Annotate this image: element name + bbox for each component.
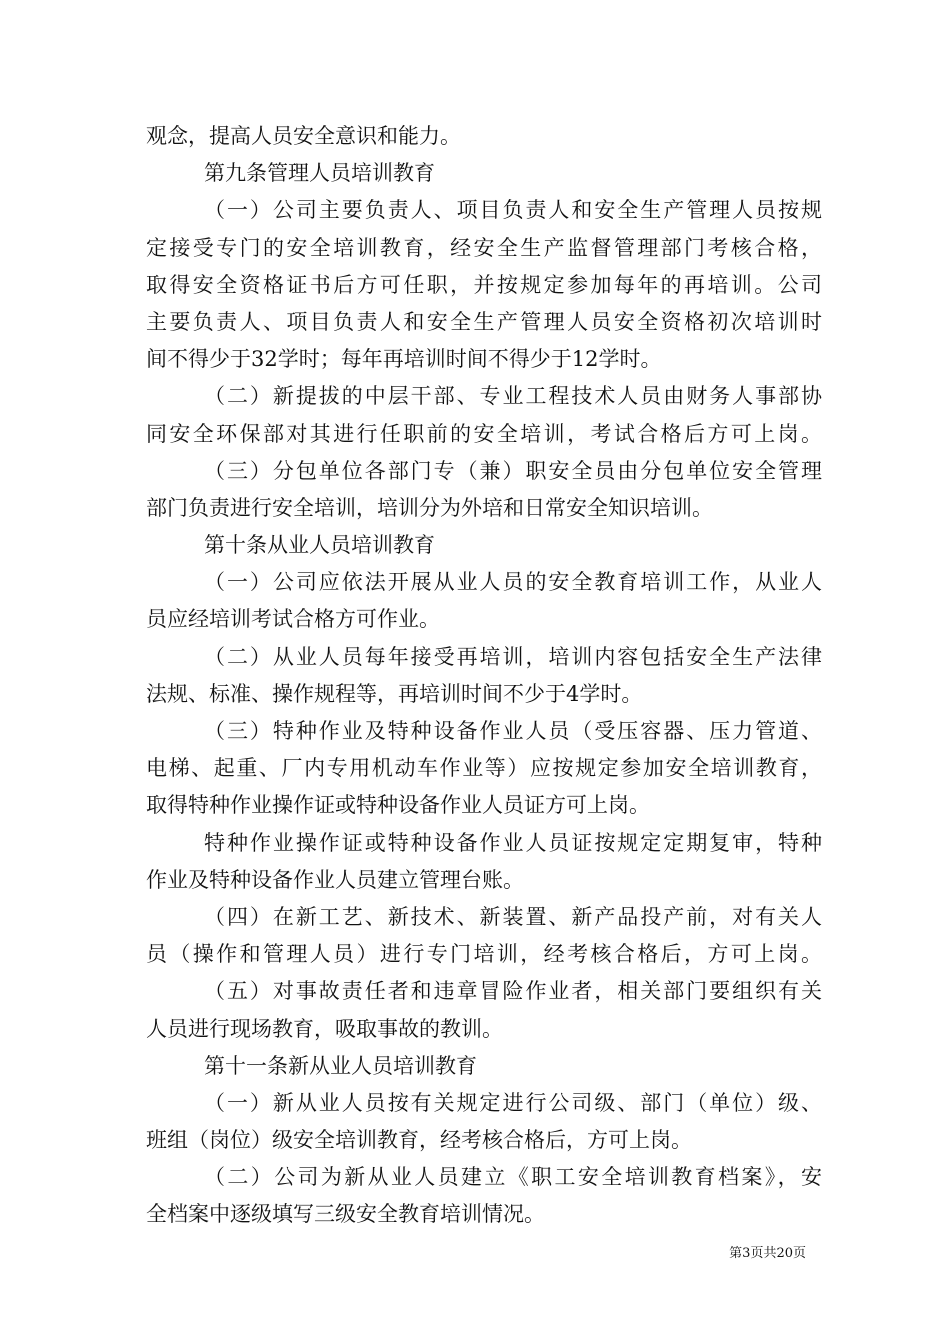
text-line: 电梯、起重、厂内专用机动车作业等）应按规定参加安全培训教育，	[146, 756, 822, 781]
text-line: 全档案中逐级填写三级安全教育培训情况。	[146, 1202, 545, 1227]
text-line: （二）公司为新从业人员建立《职工安全培训教育档案》，安	[204, 1165, 822, 1190]
text-line: 作业及特种设备作业人员建立管理台账。	[146, 867, 524, 892]
text-line: （五）对事故责任者和违章冒险作业者，相关部门要组织有关	[204, 979, 822, 1004]
text-line: （三）分包单位各部门专（兼）职安全员由分包单位安全管理	[204, 458, 822, 483]
text-line: 主要负责人、项目负责人和安全生产管理人员安全资格初次培训时	[146, 309, 822, 334]
text-line: （一）新从业人员按有关规定进行公司级、部门（单位）级、	[204, 1090, 822, 1115]
text-line: （四）在新工艺、新技术、新装置、新产品投产前，对有关人	[204, 904, 822, 929]
text-line: （三）特种作业及特种设备作业人员（受压容器、压力管道、	[204, 719, 822, 743]
text-line: 间不得少于32学时；每年再培训时间不得少于12学时。	[146, 347, 662, 372]
text-line: 取得特种作业操作证或特种设备作业人员证方可上岗。	[146, 793, 650, 818]
text-line: 定接受专门的安全培训教育，经安全生产监督管理部门考核合格，	[146, 235, 822, 260]
text-line: 人员进行现场教育，吸取事故的教训。	[146, 1016, 503, 1041]
document-body	[146, 118, 822, 1234]
text-line: 部门负责进行安全培训，培训分为外培和日常安全知识培训。	[146, 495, 713, 520]
text-line: （二）新提拔的中层干部、专业工程技术人员由财务人事部协	[204, 384, 822, 409]
text-line: 取得安全资格证书后方可任职，并按规定参加每年的再培训。公司	[146, 272, 822, 297]
text-line: 员（操作和管理人员）进行专门培训，经考核合格后，方可上岗。	[146, 942, 822, 967]
text-line: （一）公司主要负责人、项目负责人和安全生产管理人员按规	[204, 198, 822, 223]
text-line: （二）从业人员每年接受再培训，培训内容包括安全生产法律	[204, 644, 822, 669]
text-line: （一）公司应依法开展从业人员的安全教育培训工作，从业人	[204, 570, 822, 595]
page-number: 第3页共20页	[729, 1246, 806, 1261]
article-heading: 第十条从业人员培训教育	[204, 533, 435, 558]
article-heading: 第九条管理人员培训教育	[204, 161, 435, 186]
text-line: 特种作业操作证或特种设备作业人员证按规定定期复审，特种	[204, 830, 822, 855]
text-line: 同安全环保部对其进行任职前的安全培训，考试合格后方可上岗。	[146, 421, 822, 446]
text-line: 观念，提高人员安全意识和能力。	[146, 124, 461, 148]
text-line: 法规、标准、操作规程等，再培训时间不少于4学时。	[146, 681, 643, 706]
article-heading: 第十一条新从业人员培训教育	[204, 1053, 477, 1078]
text-line: 班组（岗位）级安全培训教育，经考核合格后，方可上岗。	[146, 1128, 692, 1153]
text-line: 员应经培训考试合格方可作业。	[146, 607, 440, 632]
